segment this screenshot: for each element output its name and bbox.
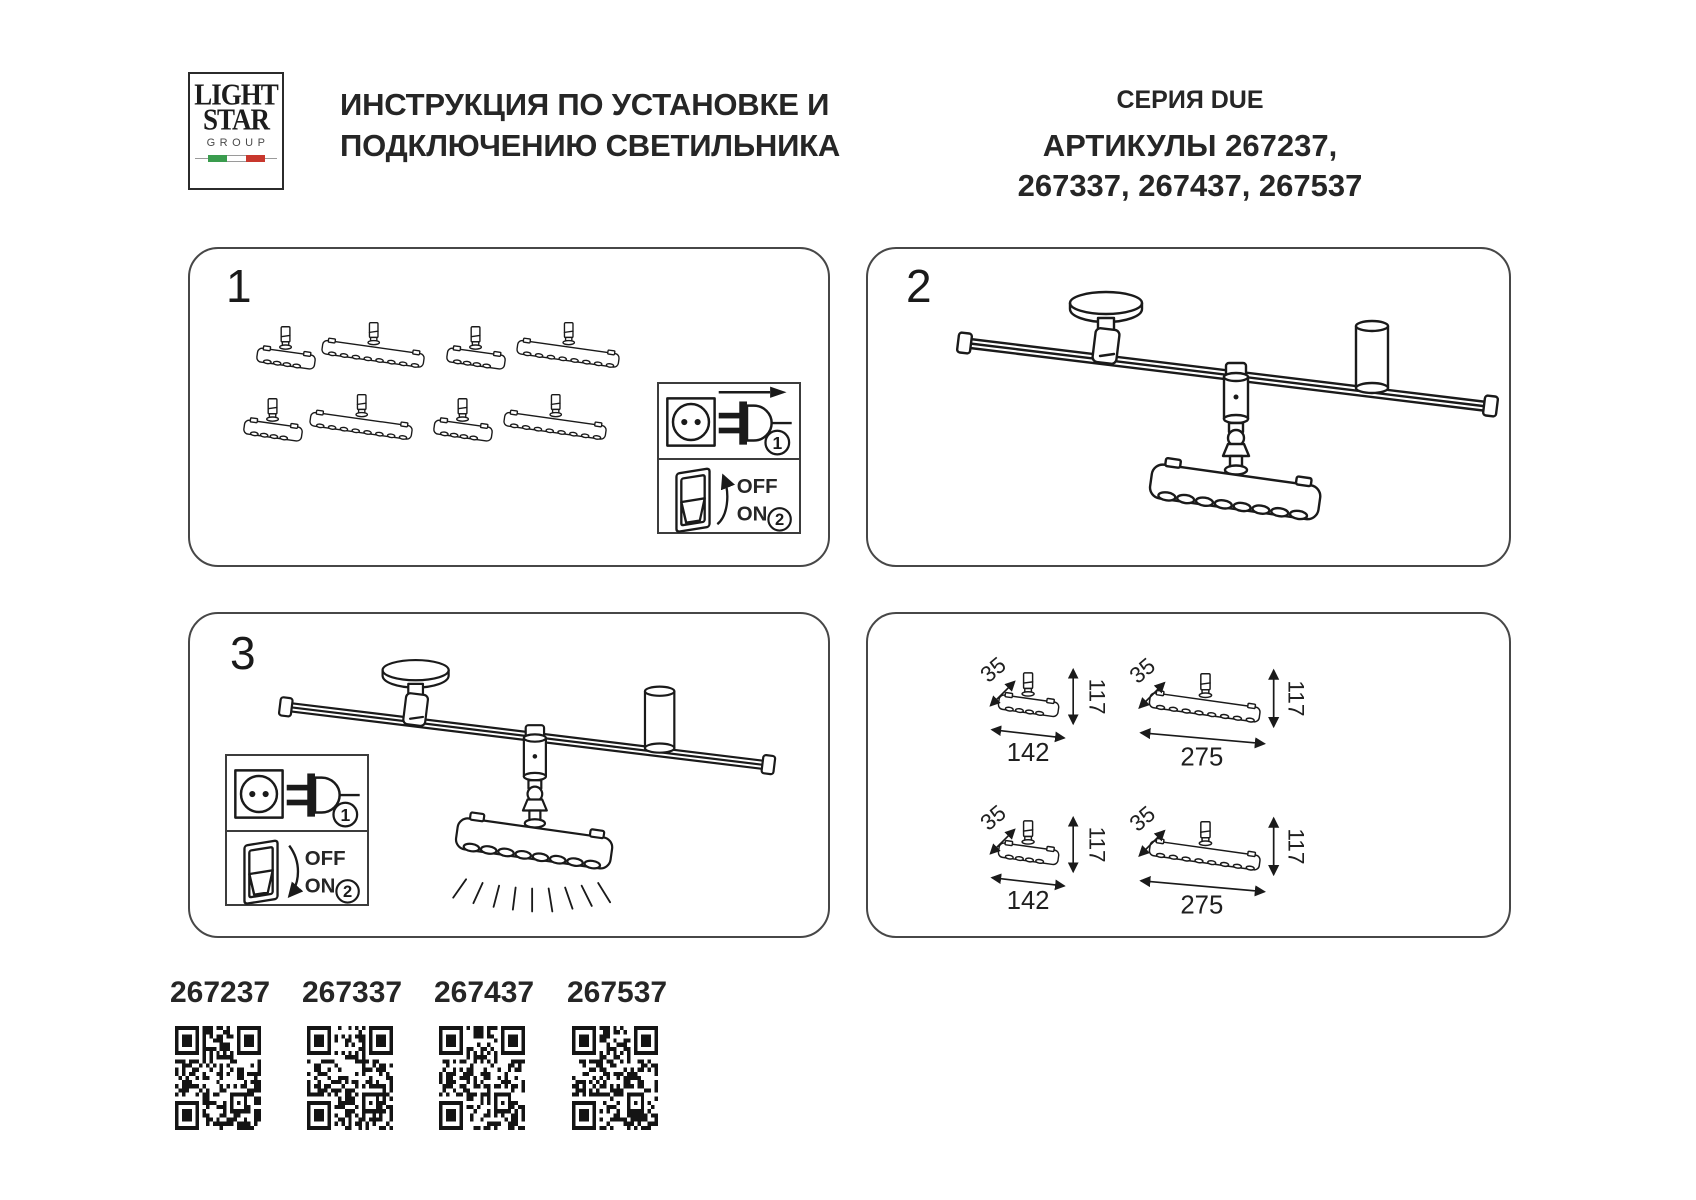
fixture-long-drawing (503, 395, 607, 441)
step-badge-1 (765, 431, 789, 455)
step1-number: 1 (226, 260, 252, 312)
track-assembly-drawing (956, 279, 1501, 524)
dimension-diagram-long (1124, 798, 1309, 920)
dimension-diagram-short (975, 650, 1110, 768)
article-number: 267537 (567, 976, 668, 1009)
plug-in-step (227, 756, 367, 830)
depth-dimension: 35 (975, 800, 1011, 836)
on-label: ON (736, 503, 768, 526)
article-qr-block (302, 976, 403, 1135)
article-qr-block (434, 976, 535, 1135)
step2-panel (866, 247, 1511, 567)
depth-dimension: 35 (1124, 801, 1161, 837)
article-number: 267337 (302, 976, 403, 1009)
lightstar-logo (188, 72, 284, 190)
power-socket-icon (667, 398, 714, 445)
step-badge-1 (333, 803, 357, 827)
step-badge-2-number: 2 (774, 510, 785, 530)
off-label: OFF (736, 476, 778, 499)
fixture-short-drawing (446, 327, 506, 370)
article-number: 267237 (170, 976, 271, 1009)
width-dimension: 275 (1180, 743, 1224, 772)
width-dimension: 142 (1006, 887, 1050, 916)
dimension-diagram-short (975, 798, 1110, 916)
articles-line1: АРТИКУЛЫ 267237, (1042, 128, 1338, 163)
logo-word-star: STAR (202, 101, 270, 137)
qr-code (572, 1026, 658, 1130)
on-label: ON (304, 875, 336, 898)
step-badge-2 (768, 508, 790, 530)
qr-code (439, 1026, 525, 1130)
height-dimension: 117 (1283, 828, 1309, 865)
curved-arrow-up-icon (717, 476, 727, 525)
fixture-long-drawing (309, 395, 413, 441)
step-badge-2 (336, 880, 358, 902)
qr-code (307, 1026, 393, 1130)
power-socket-icon (235, 770, 282, 817)
fixture-long-drawing (321, 323, 425, 369)
width-dimension: 142 (1006, 739, 1050, 768)
logo-word-group: GROUP (206, 137, 270, 149)
article-qr-block (567, 976, 668, 1135)
power-legend (225, 754, 369, 906)
depth-dimension: 35 (975, 652, 1011, 688)
series-header (950, 86, 1430, 206)
dimensions-panel (866, 612, 1511, 938)
arrow-right-icon (719, 387, 787, 398)
fixture-set-drawing (220, 309, 670, 509)
step-badge-2-number: 2 (342, 882, 353, 902)
height-dimension: 117 (1283, 680, 1309, 717)
qr-code (175, 1026, 261, 1130)
fixture-short-drawing (243, 399, 303, 442)
light-rays-icon (453, 879, 610, 911)
switch-on-step (659, 458, 799, 532)
page-title-line2: ПОДКЛЮЧЕНИЮ СВЕТИЛЬНИКА (340, 128, 841, 163)
switch-on-step (227, 830, 367, 904)
plug-in-step (659, 384, 799, 458)
article-qr-block (170, 976, 271, 1135)
dimension-diagram-long (1124, 650, 1309, 772)
step3-panel (188, 612, 830, 938)
power-legend (657, 382, 801, 534)
height-dimension: 117 (1084, 826, 1110, 863)
height-dimension: 117 (1084, 678, 1110, 715)
rocker-switch-icon (676, 468, 709, 532)
logo-word-light: LIGHT (194, 76, 278, 112)
page-title (340, 84, 840, 166)
step-badge-1-number: 1 (340, 804, 351, 825)
articles-line2: 267337, 267437, 267537 (1017, 168, 1363, 203)
width-dimension: 275 (1180, 891, 1224, 920)
rocker-switch-icon (244, 840, 277, 904)
step2-number: 2 (906, 260, 932, 312)
italian-flag-bar (190, 155, 282, 162)
depth-dimension: 35 (1124, 653, 1161, 689)
series-label: СЕРИЯ DUE (1116, 86, 1264, 114)
fixture-short-drawing (256, 327, 316, 370)
article-number: 267437 (434, 976, 535, 1009)
step3-number: 3 (230, 627, 256, 679)
off-label: OFF (304, 848, 346, 871)
fixture-short-drawing (433, 399, 493, 442)
page-title-line1: ИНСТРУКЦИЯ ПО УСТАНОВКЕ И (340, 87, 830, 122)
step1-panel (188, 247, 830, 567)
fixture-long-drawing (516, 323, 620, 369)
curved-arrow-down-icon (289, 846, 298, 897)
step-badge-1-number: 1 (772, 432, 783, 453)
